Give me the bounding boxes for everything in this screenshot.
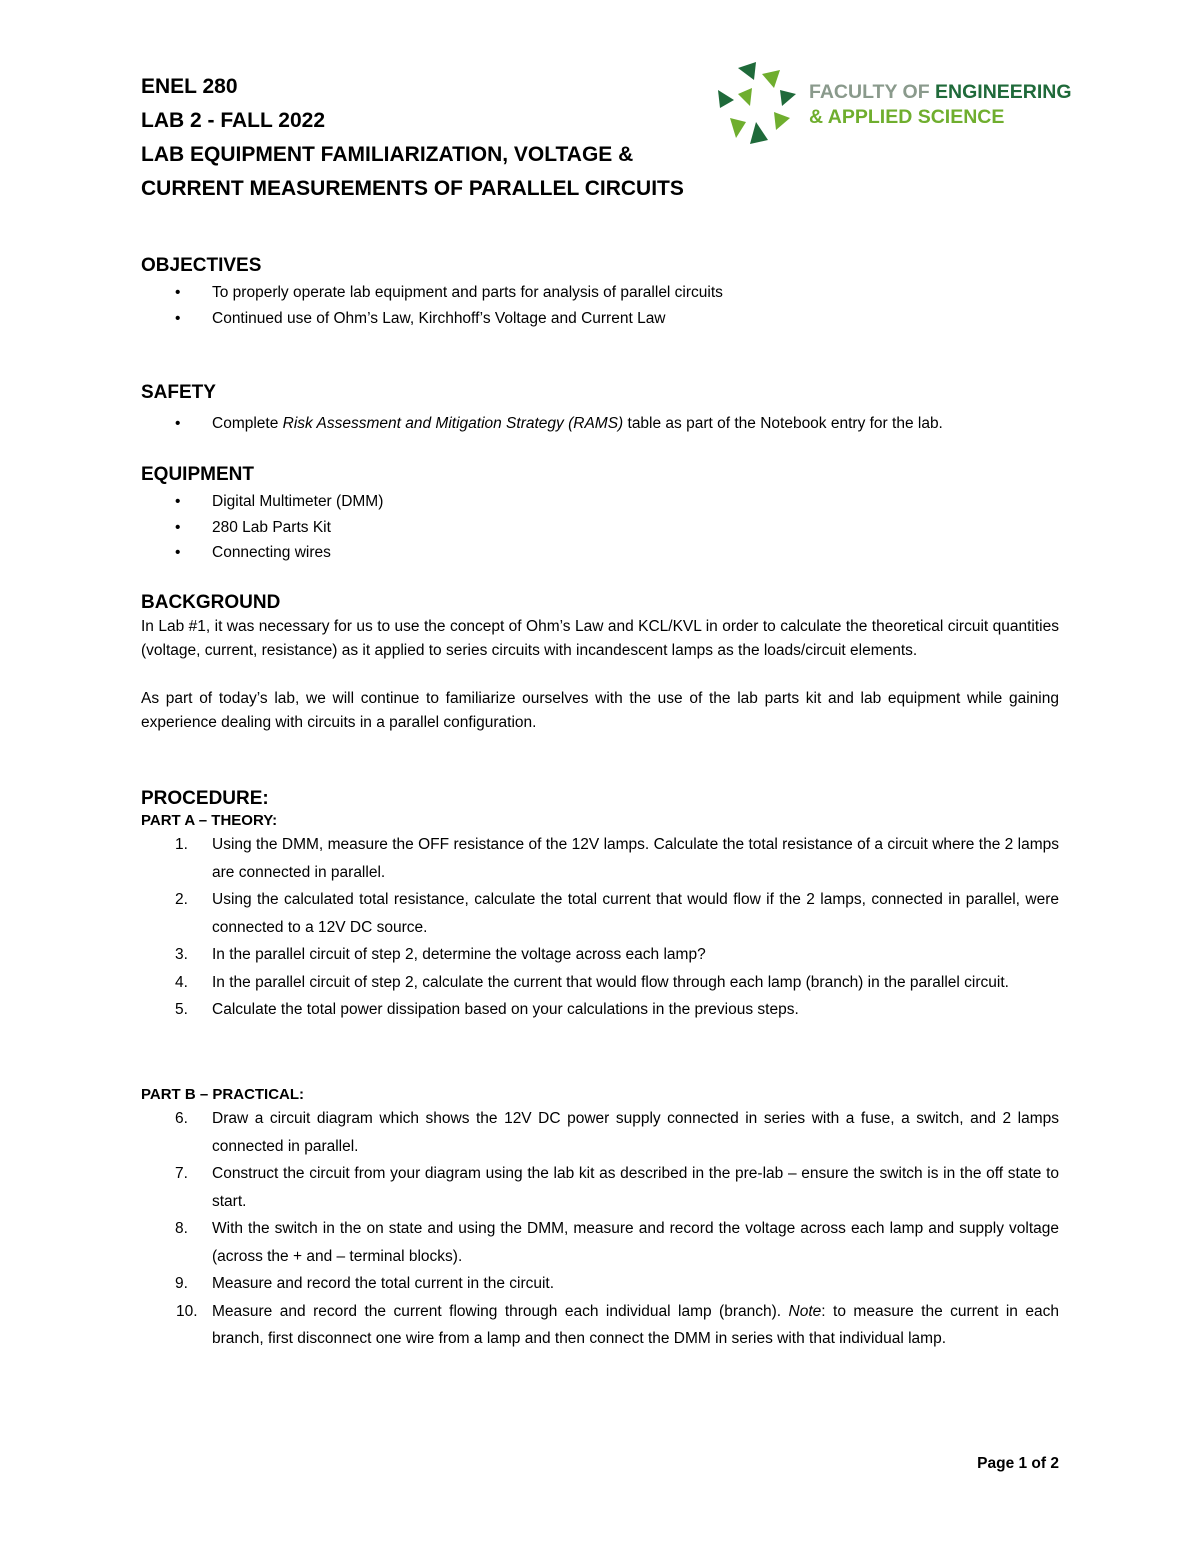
bullet-icon: • [175,518,181,536]
logo-text [809,80,1072,130]
list-item: 9. Measure and record the total current in the circuit. [175,1275,555,1292]
list-item: 7. Construct the circuit from your diagram using the lab kit as described in the pre-lab – ensure the switch is in the off state to start. [175,1165,1059,1210]
lab-title-line-2: CURRENT MEASUREMENTS OF PARALLEL CIRCUITS [141,177,684,200]
course-code: ENEL 280 [141,75,238,98]
logo-mark-icon [716,60,804,148]
background-heading: BACKGROUND [141,592,281,613]
part-b-steps [141,1105,1059,1353]
rams-term: Risk Assessment and Mitigation Strategy (RAMS) [282,415,624,432]
list-item: • Digital Multimeter (DMM) [141,489,1059,515]
logo-text-applied-science: & APPLIED SCIENCE [809,106,1005,128]
list-item: 1. Using the DMM, measure the OFF resistance of the 12V lamps. Calculate the total resistance of a circuit where the 2 lamps are connected in parallel. [175,836,1059,881]
document-title-block [141,70,761,206]
lab-term: LAB 2 - FALL 2022 [141,109,325,132]
faculty-logo [716,60,1086,150]
bullet-icon: • [175,415,181,432]
lab-title-line-1: LAB EQUIPMENT FAMILIARIZATION, VOLTAGE & [141,143,634,166]
background-paragraph-2: As part of today’s lab, we will continue to familiarize ourselves with the use of the lab parts kit and lab equipment while gaining experience dealing with circuits in a parallel configuration. [141,690,1059,731]
logo-text-faculty-of: FACULTY OF [809,81,936,103]
list-item: • Complete Risk Assessment and Mitigation Strategy (RAMS) table as part of the Notebook entry for the lab. [141,411,1059,437]
background-paragraph-1: In Lab #1, it was necessary for us to use the concept of Ohm’s Law and KCL/KVL in order to calculate the theoretical circuit quantities (voltage, current, resistance) as it applied to series circuits with incandescent lamps as the loads/circuit elements. [141,618,1059,659]
logo-text-engineering: ENGINEERING [935,81,1072,103]
page-number: Page 1 of 2 [977,1455,1059,1472]
part-a-title: PART A – THEORY: [141,812,278,829]
bullet-icon: • [175,493,181,510]
list-item: 6. Draw a circuit diagram which shows the 12V DC power supply connected in series with a fuse, a switch, and 2 lamps connected in parallel. [175,1110,1059,1155]
list-item: 4. In the parallel circuit of step 2, calculate the current that would flow through each lamp (branch) in the parallel circuit. [175,973,1009,991]
objectives-section [141,254,1059,331]
list-item: 5. Calculate the total power dissipation based on your calculations in the previous steps. [175,1001,799,1018]
list-item: • Connecting wires [141,540,1059,566]
bullet-icon: • [175,284,181,301]
procedure-heading: PROCEDURE: [141,788,269,809]
list-item: • To properly operate lab equipment and parts for analysis of parallel circuits [141,280,1059,306]
procedure-section [141,787,1059,1024]
note-label: Note [788,1302,822,1320]
equipment-heading: EQUIPMENT [141,464,254,485]
safety-heading: SAFETY [141,382,216,403]
part-b-section [141,1085,1059,1353]
list-item: 2. Using the calculated total resistance, calculate the total current that would flow if the 2 lamps, connected in parallel, were connected to a 12V DC source. [175,891,1059,936]
list-item: 10. Measure and record the current flowing through each individual lamp (branch). Note: to measure the current in each branch, first disconnect one wire from a lamp and then connect the DMM in series with that individual lamp. [176,1302,1059,1347]
bullet-icon: • [175,309,181,327]
background-section [141,591,1059,735]
equipment-section [141,463,1059,566]
part-b-title: PART B – PRACTICAL: [141,1086,305,1103]
list-item: • Continued use of Ohm’s Law, Kirchhoff’s Voltage and Current Law [141,306,1059,332]
objectives-heading: OBJECTIVES [141,255,262,276]
safety-section [141,381,1059,437]
bullet-icon: • [175,544,181,561]
part-a-steps [141,831,1059,1024]
list-item: • 280 Lab Parts Kit [141,515,1059,541]
list-item: 8. With the switch in the on state and using the DMM, measure and record the voltage across each lamp and supply voltage (across the + and – terminal blocks). [175,1220,1059,1265]
list-item: 3. In the parallel circuit of step 2, determine the voltage across each lamp? [175,946,706,963]
